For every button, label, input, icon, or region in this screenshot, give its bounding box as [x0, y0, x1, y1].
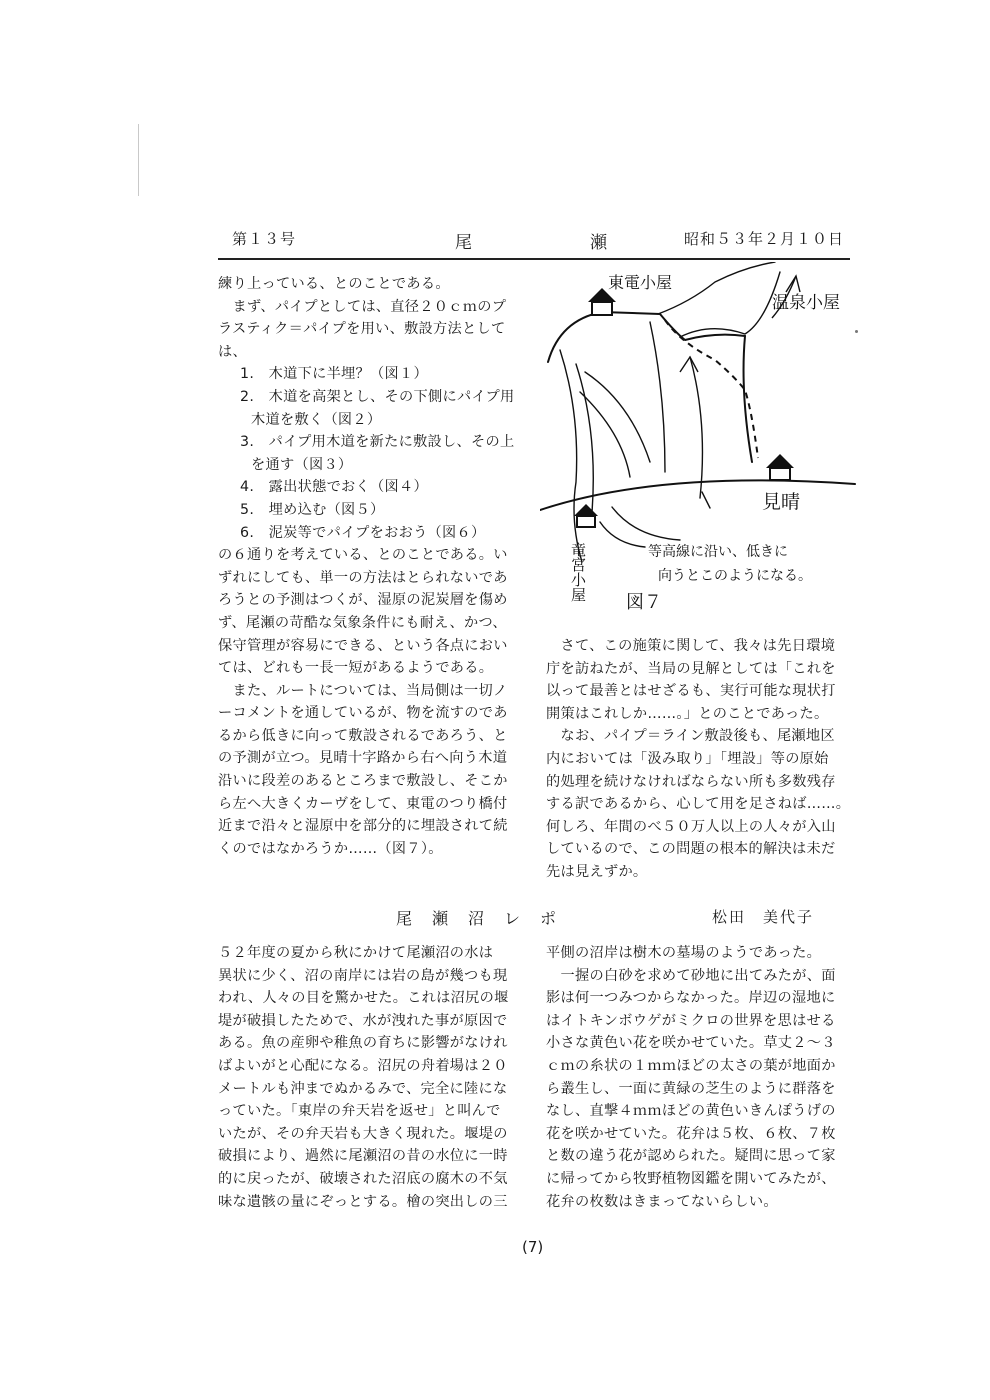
text-line: 堤が破損したためで、水が洩れた事が原因で — [218, 1012, 508, 1029]
map-contour-3 — [585, 372, 650, 462]
text-line: 的処理を続けなければならない所も多数残存 — [546, 773, 836, 790]
text-line: ばよいがと心配になる。沼尻の舟着場は２０ — [218, 1057, 508, 1074]
text-line: 近まで沿々と湿原中を部分的に埋設されて続 — [218, 818, 508, 835]
map-label-miharashi: 見晴 — [762, 491, 801, 513]
text-line: まず、パイプとしては、直径２０ｃｍのプ — [218, 298, 507, 315]
text-line: ずれにしても、単一の方法はとられないであ — [218, 569, 508, 586]
text-line: ら左へ大きくカーヴをして、東電のつり橋付 — [218, 795, 508, 812]
text-line: と数の違う花が認められた。疑問に思って家 — [546, 1148, 836, 1165]
text-line: 破損により、過然に尾瀬沼の昔の水位に一時 — [218, 1148, 508, 1165]
text-line: われ、人々の目を驚かせた。これは沼尻の堰 — [218, 990, 509, 1007]
text-line: の予測が立つ。見晴十字路から右へ向う木道 — [218, 750, 508, 767]
text-line: なし、直撃４ｍｍほどの黄色いきんぽうげの — [546, 1103, 836, 1120]
map-river — [658, 262, 775, 314]
map-contour-7 — [600, 522, 645, 547]
text-line: 花を咲かせていた。花弁は５枚、６枚、７枚 — [546, 1125, 836, 1142]
map-note-line-2: 向うとこのようになる。 — [658, 568, 812, 584]
text-line: っていた。「東岸の弁天岩を返せ」と叫んで — [218, 1103, 501, 1120]
newsletter-title-right: 瀬 — [590, 233, 608, 253]
text-line: 練り上っている、とのことである。 — [218, 276, 450, 292]
text-line: 的に戻ったが、破壊された沼底の腐木の不気 — [218, 1170, 508, 1187]
map-arrow-shaft — [690, 357, 702, 498]
method-item-3-cont: を通す（図３） — [251, 456, 353, 473]
hut-icon-miharashi — [766, 454, 794, 480]
text-line: ては、どれも一長一短があるようである。 — [218, 660, 494, 677]
text-line: は、 — [218, 343, 247, 360]
text-line: ーコメントを通しているが、物を流すのであ — [218, 705, 508, 722]
text-line: 保守管理が容易にできる、という各点におい — [218, 637, 508, 654]
method-item-1: 1. 木道下に半埋？（図１） — [240, 366, 428, 383]
text-line: 以って最善とはせざるも、実行可能な現状打 — [546, 683, 836, 700]
hut-icon-touden — [588, 288, 616, 315]
route-map-figure — [540, 262, 860, 622]
hut-icon-ryugu — [574, 504, 598, 527]
text-line: 花弁の枚数はきまってないらしい。 — [546, 1193, 778, 1210]
bottom-left-column — [218, 942, 509, 1213]
text-line: 沿いに段差のあるところまで敷設し、そこか — [218, 773, 508, 790]
text-line: に帰ってから牧野植物図鑑を開いてみたが、 — [546, 1170, 836, 1187]
text-line: るから低きに向って敷設されるであろう、と — [218, 727, 508, 744]
text-line: 影は何一つみつからなかった。岸辺の湿地に — [546, 990, 836, 1007]
text-line: 小さな黄色い花を咲かせていた。草丈２～３ — [546, 1035, 836, 1052]
text-line: はイトキンボウゲがミクロの世界を思はせる — [546, 1012, 836, 1029]
text-line: さて、この施策に関して、我々は先日環境 — [546, 638, 836, 654]
page-number: (7) — [522, 1238, 544, 1256]
section-author: 松田 美代子 — [712, 908, 815, 926]
map-contour-2 — [576, 364, 593, 512]
method-item-2: 2. 木道を高架とし、その下側にパイプ用 — [240, 388, 515, 405]
method-item-6: 6. 泥炭等でパイプをおおう（図６） — [240, 524, 486, 541]
map-contour-8 — [612, 507, 680, 540]
method-item-2-cont: 木道を敷く（図２） — [251, 411, 382, 428]
map-creek — [680, 272, 780, 337]
text-line: 平側の沼岸は樹木の墓場のようであった。 — [546, 945, 822, 961]
map-label-onsen: 温泉小屋 — [772, 293, 840, 313]
map-contour-4 — [580, 392, 630, 477]
issue-date: 昭和５３年２月１０日 — [684, 230, 845, 248]
method-item-3: 3. パイプ用木道を新たに敷設し、その上 — [240, 434, 515, 451]
map-arrow-head — [680, 357, 698, 372]
text-line: 一握の白砂を求めて砂地に出てみたが、面 — [546, 967, 836, 984]
bottom-right-column — [546, 942, 836, 1213]
text-line: の６通りを考えている、とのことである。い — [218, 547, 508, 564]
text-line: 味な遺骸の量にぞっとする。檜の突出しの三 — [218, 1193, 508, 1210]
header-rule — [218, 258, 850, 260]
right-column — [546, 635, 850, 884]
map-boardwalk-right — [744, 336, 752, 462]
scan-edge-mark — [138, 124, 139, 196]
issue-number: 第１３号 — [232, 230, 297, 248]
text-line: なお、パイプ＝ライン敷設後も、尾瀬地区 — [546, 728, 835, 745]
text-line: 庁を訪ねたが、当局の見解としては「これを — [546, 660, 836, 677]
map-label-touden: 東電小屋 — [608, 273, 673, 292]
text-line: ず、尾瀬の苛酷な気象条件にも耐え、かつ、 — [218, 614, 507, 631]
text-line: ラスティク＝パイプを用い、敷設方法として — [218, 321, 506, 338]
text-line: 先は見えずか。 — [546, 863, 648, 880]
text-line: メートルも沖までぬかるみで、完全に陸にな — [218, 1080, 508, 1097]
newsletter-title-left: 尾 — [455, 233, 473, 253]
text-line: くのではなかろうか……（図７）。 — [218, 840, 443, 857]
map-boardwalk-top — [548, 312, 745, 362]
method-item-5: 5. 埋め込む（図５） — [240, 501, 385, 518]
text-line: ｃｍの糸状の１ｍｍほどの太さの葉が地面か — [546, 1057, 836, 1074]
map-contour-6 — [702, 492, 710, 508]
text-line: する訳であるから、心して用を足さねば……。 — [546, 796, 851, 813]
text-line: ら叢生し、一面に黄緑の芝生のように群落を — [546, 1080, 836, 1097]
map-figure-label: 図７ — [626, 592, 662, 613]
text-line: 何しろ、年間のべ５０万人以上の人々が入山 — [546, 818, 836, 835]
section-title: 尾 瀬 沼 レ ポ — [396, 909, 559, 928]
text-line: また、ルートについては、当局側は一切ノ — [218, 682, 508, 699]
text-line: ろうとの予測はつくが、湿原の泥炭層を傷め — [218, 592, 508, 609]
left-column — [218, 273, 515, 860]
text-line: 開策はこれしか……。」とのことであった。 — [546, 705, 829, 722]
text-line: いたが、その弁天岩も大きく現れた。堰堤の — [218, 1125, 508, 1142]
map-label-ryugu: 竜宮小屋 — [569, 542, 587, 602]
map-contour-1 — [560, 350, 582, 562]
method-item-4: 4. 露出状態でおく（図４） — [240, 479, 428, 496]
map-note-line-1: 等高線に沿い、低きに — [648, 544, 788, 560]
text-line: ある。魚の産卵や稚魚の育ちに影響がなけれ — [218, 1035, 508, 1052]
text-line: しているので、この問題の根本的解決は未だ — [546, 841, 836, 858]
text-line: 内においては「汲み取り」「埋設」等の原始 — [546, 750, 829, 767]
text-line: ５２年度の夏から秋にかけて尾瀬沼の水は — [218, 945, 494, 961]
map-contour-5 — [650, 322, 665, 472]
text-line: 異状に少く、沼の南岸には岩の島が幾つも現 — [218, 967, 508, 984]
